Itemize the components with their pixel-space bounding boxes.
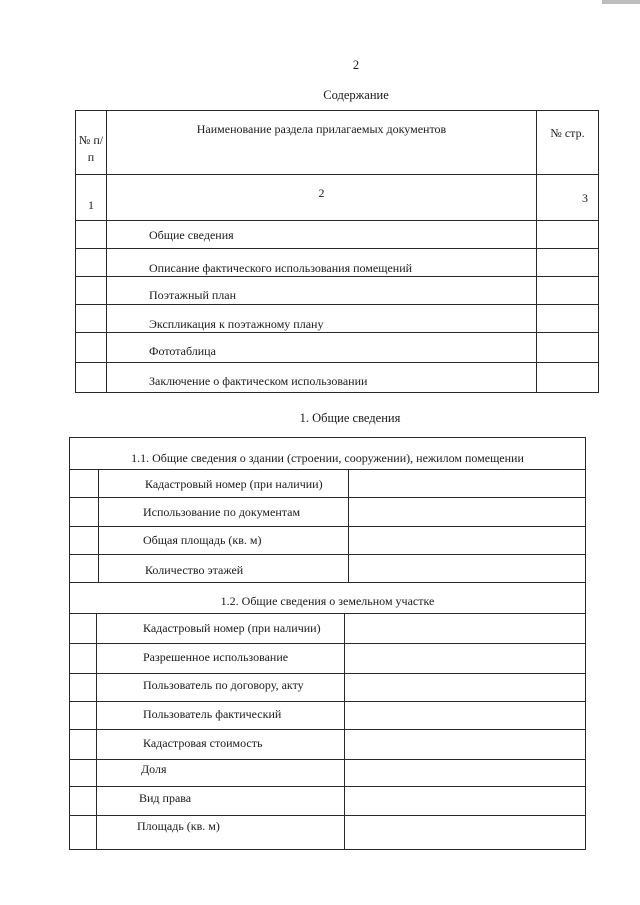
index-cell-2: 2 (318, 186, 325, 200)
land-row-label: Площадь (кв. м) (137, 819, 220, 833)
land-row-label: Разрешенное использование (143, 650, 289, 664)
section-title: 1. Общие сведения (299, 411, 401, 425)
land-subsection-title: 1.2. Общие сведения о земельном участке (220, 594, 435, 608)
header-section-name: Наименование раздела прилагаемых документов (196, 122, 447, 136)
land-row-label: Кадастровая стоимость (143, 736, 263, 750)
land-row-label: Пользователь по договору, акту (143, 678, 304, 692)
index-cell-1: 1 (88, 198, 94, 212)
general-info-table (69, 437, 586, 850)
page-number: 2 (352, 58, 360, 72)
toc-item: Общие сведения (149, 228, 234, 242)
header-number: № п/п (78, 133, 104, 164)
toc-item: Экспликация к поэтажному плану (149, 317, 324, 331)
toc-item: Фототаблица (149, 344, 216, 358)
scan-corner-mark (602, 0, 640, 4)
land-row-label: Кадастровый номер (при наличии) (143, 621, 321, 635)
building-row-label: Кадастровый номер (при наличии) (145, 477, 323, 491)
building-row-label: Общая площадь (кв. м) (143, 533, 262, 547)
toc-item: Заключение о фактическом использовании (149, 374, 368, 388)
land-row-label: Пользователь фактический (143, 707, 282, 721)
toc-item: Описание фактического использования помещений (149, 261, 413, 275)
contents-table (75, 110, 599, 393)
land-row-label: Доля (141, 762, 167, 776)
header-page-number: № стр. (550, 126, 585, 140)
toc-item: Поэтажный план (149, 288, 237, 302)
contents-heading: Содержание (323, 88, 389, 102)
land-row-label: Вид права (139, 791, 192, 805)
building-subsection-title: 1.1. Общие сведения о здании (строении, сооружении), нежилом помещении (131, 451, 524, 465)
building-row-label: Использование по документам (143, 505, 301, 519)
index-cell-3: 3 (582, 191, 588, 205)
building-row-label: Количество этажей (145, 563, 244, 577)
